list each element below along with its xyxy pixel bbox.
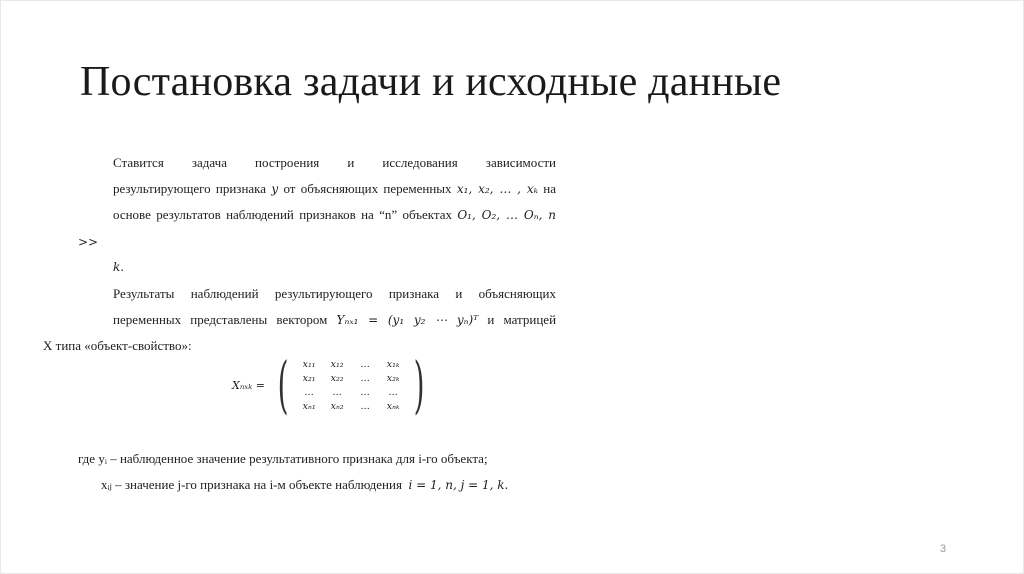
slide-body — [43, 150, 557, 359]
text-fragment: xᵢⱼ – значение j-го признака на i-м объекте наблюдения — [101, 477, 402, 492]
note-x-definition — [101, 477, 508, 493]
para1-line3 — [78, 202, 556, 255]
matrix-cell: x₁₂ — [330, 358, 344, 370]
para2-line2 — [78, 307, 556, 334]
math-x-list: x₁, x₂, … , xₖ — [456, 181, 538, 196]
matrix-cell: … — [360, 386, 370, 398]
math-objects: O₁, O₂, … Oₙ, n >> — [78, 208, 556, 249]
matrix-cell: … — [360, 400, 370, 412]
notes-section — [78, 451, 508, 493]
para1-line2 — [78, 176, 556, 203]
matrix-cell: xₙ₁ — [302, 400, 316, 412]
text-fragment: на — [543, 180, 557, 196]
math-index-range: i = 1, n, j = 1, k. — [408, 478, 509, 492]
matrix-x — [232, 348, 431, 421]
paragraph-problem-statement — [78, 150, 556, 281]
note-y-definition: где yᵢ – наблюденное значение результативного признака для i-го объекта; — [78, 451, 488, 466]
matrix-cell: x₁ₖ — [386, 358, 400, 370]
matrix-cell: … — [332, 386, 342, 398]
paragraph-observations — [43, 281, 557, 359]
page-number: 3 — [940, 543, 947, 555]
matrix-cell: … — [360, 358, 370, 370]
para2-line3: X типа «объект-свойство»: — [43, 338, 192, 354]
text-fragment: от объясняющих переменных — [283, 180, 452, 196]
matrix-cell: x₂ₖ — [386, 372, 400, 384]
matrix-cell: xₙ₂ — [330, 400, 344, 412]
text-fragment: результирующего признака — [113, 180, 267, 196]
matrix-lhs: Xₙₓₖ = — [232, 378, 265, 392]
text-fragment: переменных представлены вектором — [113, 311, 328, 327]
matrix-cell: xₙₖ — [386, 400, 400, 412]
para2-line1: Результаты наблюдений результирующего признака и объясняющих — [113, 285, 556, 301]
slide-title: Постановка задачи и исходные данные — [80, 59, 782, 105]
matrix-cell: x₁₁ — [302, 358, 316, 370]
matrix-grid — [295, 358, 407, 413]
para1-line1: Ставится задача построения и исследования зависимости — [113, 155, 556, 170]
matrix-cell: … — [304, 386, 314, 398]
matrix-cell: x₂₂ — [330, 372, 344, 384]
left-paren: ( — [277, 348, 289, 421]
matrix-cell: … — [388, 386, 398, 398]
matrix-cell: … — [360, 372, 370, 384]
math-vector-y: Yₙₓ₁ = (y₁ y₂ ⋯ yₙ)ᵀ — [336, 312, 479, 327]
math-y: y — [271, 181, 279, 196]
matrix-cell: x₂₁ — [302, 372, 316, 384]
text-fragment: основе результатов наблюдений признаков на “n” объектах — [113, 207, 452, 223]
right-paren: ) — [413, 348, 425, 421]
text-fragment: и матрицей — [487, 311, 557, 327]
para1-line4: k. — [113, 260, 125, 275]
